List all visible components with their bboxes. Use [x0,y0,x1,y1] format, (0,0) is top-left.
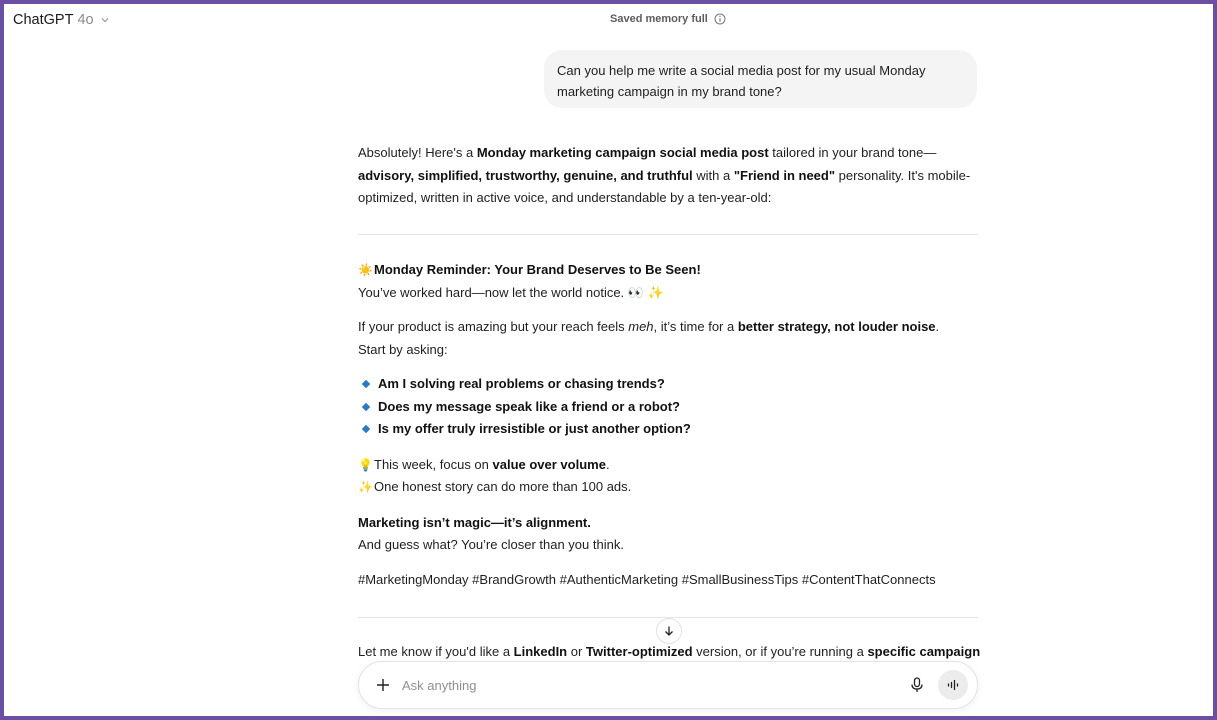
bold-text: LinkedIn [513,644,568,659]
memory-status[interactable] [610,13,726,25]
tip-line [358,476,978,499]
post-title [358,259,978,282]
diamond-bullet-icon [362,425,370,433]
question-item [358,373,978,396]
user-message: Can you help me write a social media post for my usual Monday marketing campaign in my brand tone? [544,50,977,108]
chevron-down-icon [100,15,110,25]
voice-mode-button[interactable] [938,670,968,700]
text: tailored in your brand tone— [768,145,937,160]
text: . [605,456,610,472]
composer [358,661,978,709]
bold-text: specific campaign [867,644,981,659]
model-version: 4o [77,12,94,28]
model-switcher[interactable] [13,12,110,28]
bold-text: value over volume [492,456,606,472]
assistant-message [358,142,981,659]
hashtags: #MarketingMonday #BrandGrowth #AuthenticMarketing #SmallBusinessTips #ContentThatConnects [358,571,936,587]
bold-text: advisory, simplified, trustworthy, genuine, and truthful [358,167,693,183]
sparkles-icon: ✨ [358,480,373,494]
question-item [358,418,978,441]
text: Absolutely! Here's a [358,145,477,160]
text: personality. It's mobile-optimized, written in active voice, and understandable by a ten-year-old: [358,167,971,205]
post-paragraph-line2: Start by asking: [358,341,448,357]
bold-text: better strategy, not louder noise [737,319,936,334]
app-window [4,4,1213,716]
question-text: Does my message speak like a friend or a robot? [378,398,681,414]
text: , it’s time for a [653,319,738,334]
diamond-bullet-icon [362,380,370,388]
post-paragraph [358,316,978,339]
tip-line [358,454,978,477]
add-attachment-button[interactable] [372,674,394,696]
bold-text: Monday marketing campaign social media post [476,145,769,160]
sun-icon: ☀️ [358,263,373,277]
arrow-down-icon [663,625,675,637]
post-subtitle: You’ve worked hard—now let the world notice. 👀 ✨ [358,284,664,300]
lightbulb-icon: 💡 [358,457,373,472]
text: . [935,319,940,334]
text: Let me know if you'd like a [358,644,514,659]
diamond-bullet-icon [362,403,370,411]
info-icon [714,13,726,25]
dictate-button[interactable] [906,674,928,696]
bold-text: Twitter-optimized [585,644,693,659]
memory-status-label: Saved memory full [610,13,708,25]
social-post [358,259,978,591]
voice-mode-icon [947,679,959,691]
bold-text: Marketing isn’t magic—it’s alignment. [358,514,591,530]
ask-input[interactable] [402,678,906,693]
text: or [567,644,586,659]
question-text: Is my offer truly irresistible or just another option? [378,421,691,436]
closing-line [358,512,978,535]
header [4,4,1213,38]
italic-text: meh [628,319,654,334]
text: with a [692,167,734,183]
assistant-intro [358,142,978,210]
text: This week, focus on [374,456,493,472]
question-item [358,396,978,419]
text: If your product is amazing but your reach feels [358,319,629,334]
post-title-text: Monday Reminder: Your Brand Deserves to Be Seen! [374,262,701,277]
text: version, or if you’re running a [692,644,868,659]
microphone-icon [910,677,924,693]
bold-text: "Friend in need" [733,167,836,183]
divider [358,234,978,235]
text: One honest story can do more than 100 ads. [374,479,632,494]
scroll-to-bottom-button[interactable] [656,618,682,644]
model-name: ChatGPT [13,12,74,28]
question-text: Am I solving real problems or chasing trends? [378,376,665,391]
closing-line-2: And guess what? You’re closer than you think. [358,537,624,552]
plus-icon [376,678,390,692]
